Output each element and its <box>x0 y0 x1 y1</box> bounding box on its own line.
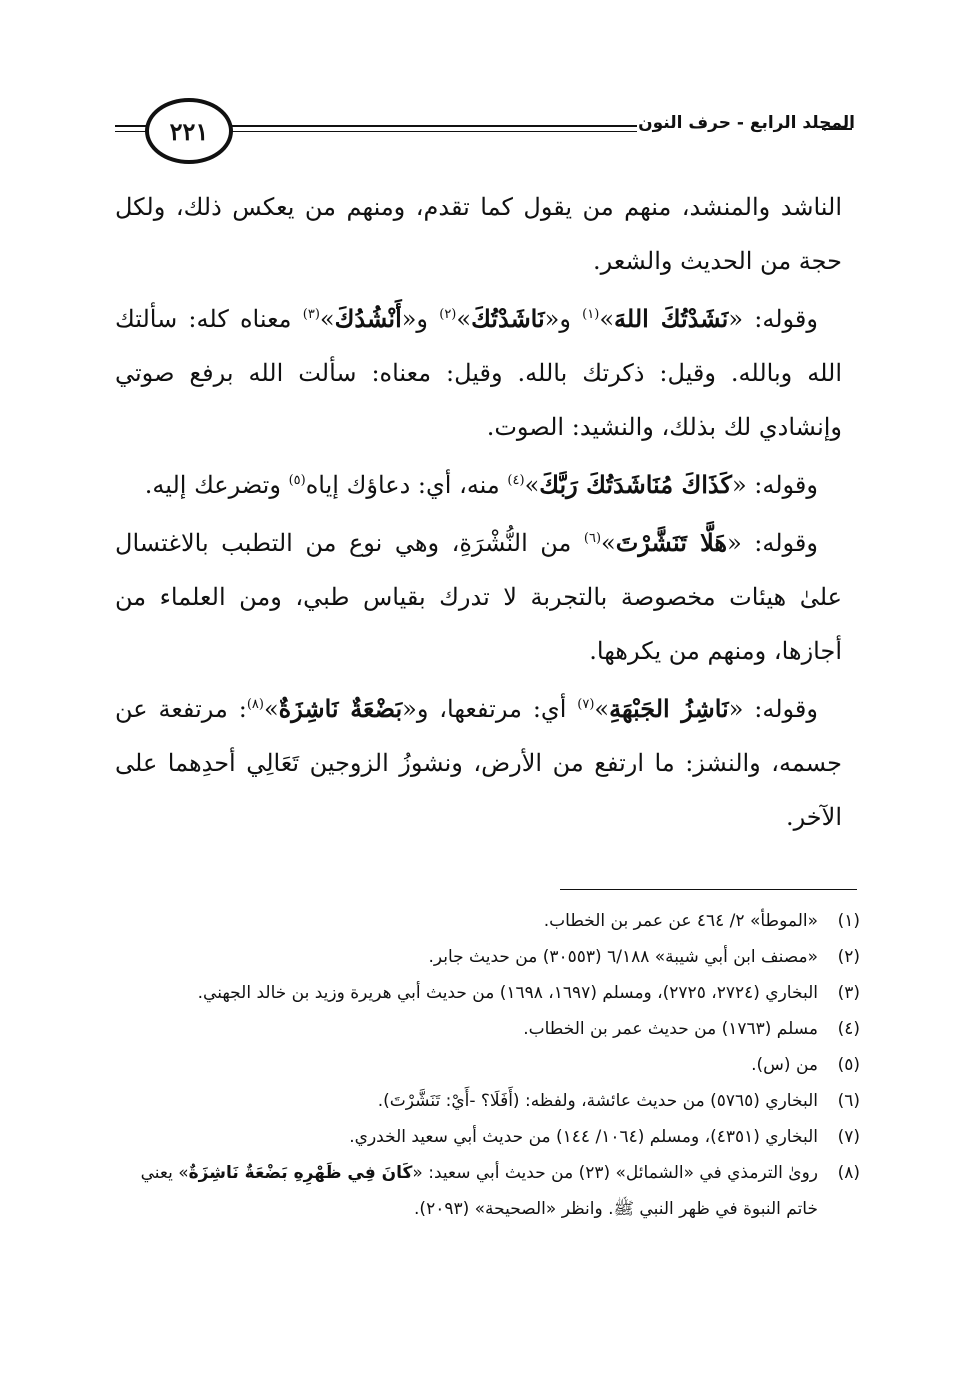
main-text <box>115 180 842 848</box>
footnote-number: (٣) <box>837 983 860 1003</box>
page-number-badge <box>145 98 233 164</box>
footnote-5 <box>110 1047 860 1083</box>
footnote-text: رویٰ الترمذي في «الشمائل» (٢٣) من حديث أبي سعيد: «كَانَ فِي ظَهْرِهِ بَضْعَةٌ نَاشِزَةٌ» يعني خاتم النبوة في ظهر النبي ﷺ. وانظر «الصحيحة» (٢٠٩٣). <box>140 1163 818 1219</box>
footnote-number: (٨) <box>837 1163 860 1183</box>
header-rule-left-top <box>115 125 147 127</box>
paragraph-1: الناشد والمنشد، منهم من يقول كما تقدم، ومنهم من يعكس ذلك، ولكل حجة من الحديث والشعر. <box>115 193 842 275</box>
footnote-ref[interactable]: (٨) <box>246 697 264 712</box>
paragraph-3: وقوله: «كَذَاكَ مُنَاشَدَتُكَ رَبَّكَ»$^{(٤)}$ منه، أي: دعاؤك إياه$^{(٥)}$ وتضرعك إليه. <box>144 470 818 499</box>
quoted-term: نَاشَدْتُكَ <box>471 304 545 333</box>
quoted-term: هَلَّا تَنَشَّرْتَ <box>615 528 728 557</box>
footnote-2 <box>110 939 860 975</box>
footnote-number: (٥) <box>837 1055 860 1075</box>
footnote-number: (٤) <box>837 1019 860 1039</box>
footnote-ref[interactable]: (٢) <box>439 307 457 322</box>
header-rule-left-bottom <box>115 131 147 132</box>
footnote-text: البخاري (٢٧٢٤، ٢٧٢٥)، ومسلم (١٦٩٧، ١٦٩٨) من حديث أبي هريرة وزيد بن خالد الجهني. <box>197 983 818 1003</box>
footnote-ref[interactable]: (٤) <box>507 473 525 488</box>
footnote-3 <box>110 975 860 1011</box>
footnote-number: (٧) <box>837 1127 860 1147</box>
footnote-ref[interactable]: (٦) <box>583 531 602 546</box>
quoted-term: كَانَ فِي ظَهْرِهِ بَضْعَةٌ نَاشِزَةٌ <box>188 1163 413 1183</box>
quoted-term: نَاشِزُ الجَبْهَةِ <box>609 694 729 723</box>
page-number: ٢٢١ <box>169 116 209 146</box>
footnote-text: البخاري (٤٣٥١)، ومسلم (١٠٦٤/ ١٤٤) من حديث أبي سعيد الخدري. <box>349 1127 818 1147</box>
footnote-8 <box>110 1155 860 1227</box>
footnote-text: «الموطأ» ٢/ ٤٦٤ عن عمر بن الخطاب. <box>543 911 818 931</box>
quoted-term: بَضْعَةٌ نَاشِزَةٌ <box>278 694 403 723</box>
footnotes <box>110 903 860 1227</box>
footnote-1 <box>110 903 860 939</box>
footnote-number: (١) <box>837 911 860 931</box>
footnote-4 <box>110 1011 860 1047</box>
footnote-text: «مصنف ابن أبي شيبة» ٦/١٨٨ (٣٠٥٥٣) من حديث جابر. <box>428 947 818 967</box>
quoted-term: كَذَاكَ مُنَاشَدَتُكَ رَبَّكَ <box>539 470 732 499</box>
footnote-text: مسلم (١٧٦٣) من حديث عمر بن الخطاب. <box>523 1019 818 1039</box>
footnote-separator <box>560 889 857 890</box>
footnote-6 <box>110 1083 860 1119</box>
footnote-number: (٢) <box>837 947 860 967</box>
footnote-ref[interactable]: (٧) <box>577 697 595 712</box>
paragraph-2: وقوله: «نَشَدْتُكَ اللهَ»$^{(١)}$ و«نَاشَدْتُكَ»$^{(٢)}$ و«أَنْشُدُكَ»$^{(٣)}$ معناه كله: سألتك الله وبالله. وقيل: ذكرتك بالله. وقيل: معناه: سألت الله برفع صوتي وإنشادي لك بذلك، والنشيد: الصوت. <box>115 304 842 441</box>
running-header-title: المجلد الرابع - حرف النون <box>638 113 855 133</box>
quoted-term: أَنْشُدُكَ <box>334 304 402 333</box>
paragraph-4: وقوله: «هَلَّا تَنَشَّرْتَ»$^{(٦)}$ من النُّشْرَةِ، وهي نوع من التطبب بالاغتسال علىٰ هيئات مخصوصة بالتجربة لا تدرك بقياس طبي، ومن العلماء من أجازها، ومنهم من يكرهها. <box>115 528 842 665</box>
footnote-ref[interactable]: (١) <box>582 307 600 322</box>
quoted-term: نَشَدْتُكَ اللهَ <box>614 304 729 333</box>
footnote-text: البخاري (٥٧٦٥) من حديث عائشة، ولفظه: (أَفَلَا؟ -أَيْ: تَنَشَّرْتَ). <box>377 1091 818 1111</box>
footnote-ref[interactable]: (٥) <box>288 473 306 488</box>
footnote-ref[interactable]: (٣) <box>302 307 320 322</box>
footnote-text: من (س). <box>751 1055 818 1075</box>
footnote-7 <box>110 1119 860 1155</box>
footnote-number: (٦) <box>837 1091 860 1111</box>
paragraph-5: وقوله: «نَاشِزُ الجَبْهَةِ»$^{(٧)}$ أي: مرتفعها، و«بَضْعَةٌ نَاشِزَةٌ»$^{(٨)}$: مرتفعة عن جسمه، والنشز: ما ارتفع من الأرض، ونشوزُ الزوجين تَعَالِي أحدِهما على الآخر. <box>115 694 842 831</box>
